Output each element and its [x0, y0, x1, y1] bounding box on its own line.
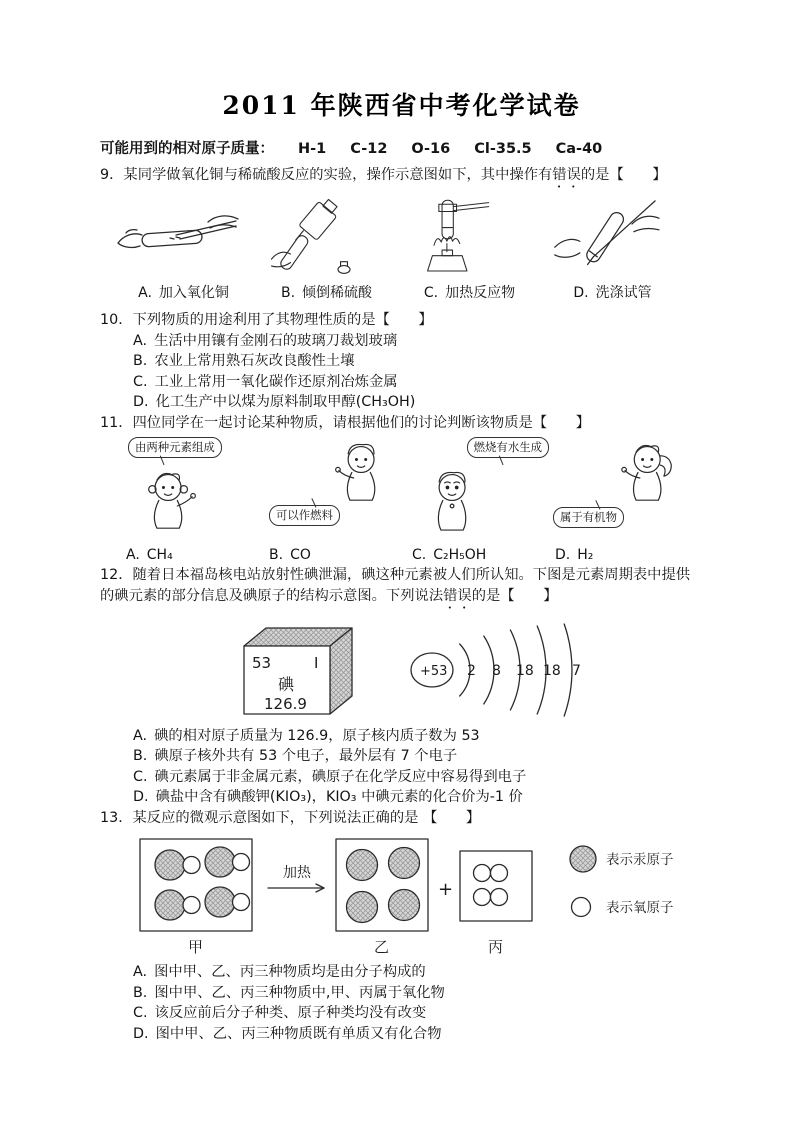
- q9-stem: [100, 165, 703, 191]
- iodine-name: 碘: [278, 674, 295, 694]
- q10-option-c: [100, 372, 703, 393]
- shell-4-electrons: 18: [543, 662, 561, 679]
- q12-option-a: [100, 726, 703, 747]
- q10-option-d: [100, 392, 703, 413]
- q9-stem-bracket: 的是【 】: [580, 167, 667, 183]
- q10-option-a-text: 生活中用镶有金刚石的玻璃刀裁划玻璃: [154, 332, 398, 349]
- q12-stem: [100, 565, 703, 612]
- boy-2-figure: [420, 469, 486, 543]
- add-copper-oxide-figure: [112, 197, 247, 279]
- q13-option-d-label: D.: [133, 1025, 149, 1042]
- q9-option-a-text: 加入氧化铜: [158, 285, 229, 301]
- q9-option-a-cell: [112, 197, 255, 302]
- q10-option-b: [100, 351, 703, 372]
- q9-option-a-caption: [112, 282, 255, 302]
- q11-option-d-label: D.: [555, 547, 571, 563]
- q13-option-b-label: B.: [133, 984, 148, 1001]
- box-yi-label: 乙: [374, 938, 390, 956]
- q10-stem: 10．下列物质的用途利用了其物理性质的是【 】: [100, 312, 433, 328]
- q9-option-c-cell: [398, 197, 541, 302]
- atomic-mass-o: O-16: [411, 141, 451, 157]
- speech-bubble-1: 由两种元素组成: [128, 437, 222, 458]
- q9-option-d-label: D.: [573, 285, 589, 301]
- girl-1-figure: [136, 469, 202, 543]
- reaction-micro-diagram: [128, 833, 728, 958]
- atomic-mass-cl: Cl-35.5: [474, 141, 532, 157]
- q11-option-b-label: B.: [269, 547, 284, 563]
- q9-option-d-text: 洗涤试管: [595, 285, 652, 301]
- q12-option-b: [100, 746, 703, 767]
- q11-stem: 11．四位同学在一起讨论某种物质，请根据他们的讨论判断该物质是【 】: [100, 414, 590, 431]
- q11-option-c-text: C₂H₅OH: [433, 547, 487, 563]
- q11-kid-b-cell: [267, 437, 410, 563]
- atomic-mass-ca: Ca-40: [555, 141, 603, 157]
- q11-option-c-caption: [412, 547, 486, 563]
- q12-option-b-text: 碘原子核外共有 53 个电子，最外层有 7 个电子: [154, 748, 458, 764]
- q13-option-b-text: 图中甲、乙、丙三种物质中,甲、丙属于氧化物: [154, 984, 445, 1001]
- legend-mercury-atom-label: 表示汞原子: [606, 852, 674, 868]
- q12-option-d-label: D.: [133, 789, 149, 805]
- atomic-mass-h: H-1: [298, 141, 327, 157]
- q9-option-a-label: A.: [138, 285, 152, 301]
- q11-figure-row: [124, 437, 703, 563]
- q12-stem-text: 12．随着日本福岛核电站放射性碘泄漏，碘这种元素被人们所认知。下图是元素周期表中提供的碘元素的部分信息及碘原子的结构示意图。下列说法: [100, 567, 691, 604]
- q11-kid-c-cell: [410, 437, 553, 563]
- iodine-symbol: I: [314, 653, 319, 672]
- q13-option-a-label: A.: [133, 964, 148, 980]
- speech-bubble-2: 可以作燃料: [269, 505, 340, 526]
- q12-option-a-text: 碘的相对原子质量为 126.9，原子核内质子数为 53: [154, 727, 480, 744]
- q9-option-c-label: C.: [423, 285, 439, 301]
- q9-option-b-label: B.: [280, 285, 296, 301]
- page-title: 2011 年陕西省中考化学试卷: [222, 91, 581, 120]
- q11-option-d-text: H₂: [577, 547, 594, 563]
- q11-kid-d-cell: [553, 437, 696, 563]
- box-jia-label: 甲: [188, 938, 204, 956]
- atomic-masses-line: [100, 137, 703, 158]
- iodine-atom-structure: [404, 622, 619, 718]
- arrow-label: 加热: [283, 865, 311, 881]
- q11-kid-a-cell: [124, 437, 267, 563]
- q12-option-c: [100, 767, 703, 788]
- plus-sign: +: [438, 879, 454, 900]
- shell-2-electrons: 8: [492, 662, 501, 679]
- speech-bubble-3: 燃烧有水生成: [467, 437, 549, 458]
- q12-option-b-label: B.: [133, 748, 148, 764]
- q9-option-b-caption: [255, 282, 398, 302]
- speech-bubble-4: 属于有机物: [553, 507, 624, 528]
- q9-option-d-caption: [541, 282, 684, 302]
- q9-option-c-caption: [398, 282, 541, 302]
- heat-reactants-figure: [398, 197, 503, 279]
- q13-option-c-text: 该反应前后分子种类、原子种类均没有改变: [154, 1005, 427, 1021]
- iodine-atomic-mass: 126.9: [264, 694, 307, 713]
- atomic-mass-c: C-12: [350, 141, 388, 157]
- q12-stem-emphasis: 错误: [443, 587, 472, 604]
- q12-option-c-label: C.: [133, 768, 148, 785]
- girl-2-figure: [617, 441, 683, 515]
- q9-option-c-text: 加热反应物: [445, 285, 516, 301]
- q13-option-a: [100, 962, 703, 983]
- pour-dilute-acid-figure: [255, 197, 370, 279]
- q13-figure-row: [128, 833, 703, 958]
- q9-stem-text: 9．某同学做氧化铜与稀硫酸反应的实验，操作示意图如下，其中操作有: [100, 167, 553, 183]
- q11-option-d-caption: [555, 547, 593, 563]
- q10-option-a: [100, 331, 703, 352]
- q13-option-d: [100, 1024, 703, 1045]
- q12-option-a-label: A.: [133, 727, 148, 744]
- q12-stem-bracket: 的是【 】: [471, 587, 558, 604]
- shell-3-electrons: 18: [516, 662, 534, 679]
- q9-option-d-cell: [541, 197, 684, 302]
- q10-option-d-text: 化工生产中以煤为原料制取甲醇(CH₃OH): [155, 394, 416, 410]
- q10-option-c-label: C.: [133, 373, 148, 390]
- shell-1-electrons: 2: [467, 662, 476, 679]
- q11-option-a-label: A.: [126, 547, 140, 563]
- q13-option-b: [100, 983, 703, 1004]
- wash-test-tube-figure: [541, 197, 666, 279]
- shell-5-electrons: 7: [572, 662, 581, 679]
- legend-oxygen-atom-label: 表示氧原子: [606, 900, 674, 916]
- iodine-element-box: [226, 620, 376, 720]
- q12-option-d-text: 碘盐中含有碘酸钾(KIO₃)，KIO₃ 中碘元素的化合价为-1 价: [155, 789, 523, 805]
- q13-option-c-label: C.: [133, 1005, 148, 1021]
- q11-option-b-text: CO: [290, 547, 311, 563]
- q9-stem-emphasis: 错误: [552, 167, 581, 183]
- q11-option-c-label: C.: [412, 547, 427, 563]
- q12-option-c-text: 碘元素属于非金属元素，碘原子在化学反应中容易得到电子: [154, 768, 527, 785]
- q10-option-c-text: 工业上常用一氧化碳作还原剂冶炼金属: [154, 373, 398, 390]
- q13-option-a-text: 图中甲、乙、丙三种物质均是由分子构成的: [154, 964, 426, 980]
- boy-1-figure: [329, 441, 395, 515]
- q9-option-b-cell: [255, 197, 398, 302]
- iodine-atomic-number: 53: [252, 653, 272, 672]
- box-bing-label: 丙: [488, 938, 504, 956]
- q10-option-b-text: 农业上常用熟石灰改良酸性土壤: [154, 353, 355, 369]
- q13-option-c: [100, 1003, 703, 1024]
- q13-stem: 13．某反应的微观示意图如下，下列说法正确的是 【 】: [100, 809, 481, 826]
- q9-figure-row: [112, 197, 703, 302]
- q12-option-d: [100, 787, 703, 808]
- q11-option-a-caption: [126, 547, 173, 563]
- q10-option-a-label: A.: [133, 332, 148, 349]
- q11-option-b-caption: [269, 547, 311, 563]
- q10-option-b-label: B.: [133, 353, 148, 369]
- iodine-atom-structure-wrap: [404, 622, 619, 718]
- q11-option-a-text: CH₄: [146, 547, 173, 563]
- q13-option-d-text: 图中甲、乙、丙三种物质既有单质又有化合物: [155, 1025, 442, 1042]
- atomic-masses-label: 可能用到的相对原子质量：: [100, 141, 274, 157]
- q10-option-d-label: D.: [133, 394, 149, 410]
- q9-option-b-text: 倾倒稀硫酸: [302, 285, 373, 301]
- q12-figure-row: [226, 620, 703, 720]
- nucleus-charge: +53: [420, 663, 448, 679]
